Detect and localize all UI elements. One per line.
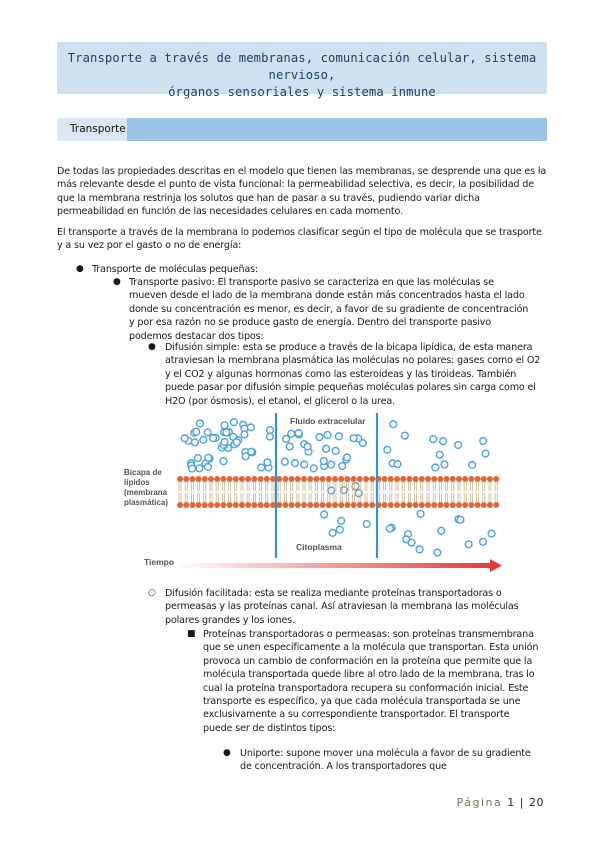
molecule xyxy=(220,458,227,465)
molecule xyxy=(295,430,302,437)
molecule xyxy=(441,461,448,468)
molecule xyxy=(336,433,343,440)
molecule xyxy=(242,453,249,460)
molecule xyxy=(210,435,217,442)
lipid-head xyxy=(468,476,474,482)
lipid-head xyxy=(413,476,419,482)
molecule xyxy=(304,443,311,450)
lipid-head xyxy=(196,502,202,508)
molecule xyxy=(267,433,274,440)
lipid-head xyxy=(233,476,239,482)
label-bilayer-2: lípidos xyxy=(124,478,150,487)
molecule xyxy=(480,538,487,545)
lipid-head xyxy=(431,476,437,482)
lipid-head xyxy=(276,476,282,482)
molecule xyxy=(247,424,254,431)
lipid-head xyxy=(258,502,264,508)
bullet-circle: ○ xyxy=(148,588,156,598)
molecule xyxy=(321,511,328,518)
molecule xyxy=(241,431,248,438)
molecule xyxy=(469,462,476,469)
lipid-head xyxy=(251,476,257,482)
diffusion-figure xyxy=(124,413,504,578)
molecule xyxy=(416,546,423,553)
lipid-head xyxy=(400,502,406,508)
lipid-head xyxy=(419,476,425,482)
section-label: Transporte xyxy=(70,123,126,135)
lipid-head xyxy=(369,502,375,508)
molecule xyxy=(432,464,439,471)
molecule xyxy=(301,461,308,468)
lipid-head xyxy=(475,502,481,508)
lipid-head xyxy=(357,502,363,508)
molecule xyxy=(434,549,441,556)
list-item-small-molecules: Transporte de moléculas pequeñas: xyxy=(92,264,259,275)
molecule xyxy=(288,430,295,437)
lipid-head xyxy=(344,502,350,508)
list-item-simple-diffusion: Difusión simple: esta se produce a través de la bicapa lipídica, de esta manera atraviesan la membrana plasmática las moléculas no polares: gases como el O2 y el CO2 y algunas hormonas como las esteroideas y las tiroideas. También puede pasar por difusión simple pequeñas moléculas polares sin carga como el H2O (por ósmosis), el etanol, el glicerol o la urea. xyxy=(165,342,541,407)
paragraph-classification: El transporte a través de la membrana lo podemos clasificar según el tipo de molécula que se trasporte y a su vez por el gasto o no de energía: xyxy=(57,227,542,252)
lipid-head xyxy=(258,476,264,482)
lipid-head xyxy=(437,502,443,508)
lipid-head xyxy=(189,502,195,508)
lipid-head xyxy=(189,476,195,482)
molecule xyxy=(386,525,393,532)
lipid-head xyxy=(214,502,220,508)
molecule xyxy=(320,458,327,465)
lipid-head xyxy=(456,476,462,482)
lipid-head xyxy=(369,476,375,482)
lipid-head xyxy=(208,502,214,508)
molecule xyxy=(205,454,212,461)
molecule xyxy=(191,439,198,446)
lipid-head xyxy=(295,476,301,482)
label-bilayer-4: plasmática) xyxy=(124,498,169,507)
molecule xyxy=(480,438,487,445)
molecule xyxy=(286,443,293,450)
molecule xyxy=(196,420,203,427)
lipid-head xyxy=(239,502,245,508)
lipid-head xyxy=(326,476,332,482)
molecule xyxy=(205,464,212,471)
molecule xyxy=(258,464,265,471)
molecule xyxy=(352,483,359,490)
molecule xyxy=(339,463,346,470)
extracellular-molecules xyxy=(181,419,489,497)
lipid-bilayer xyxy=(177,476,499,508)
molecule xyxy=(350,435,357,442)
molecule xyxy=(390,421,397,428)
lipid-head xyxy=(177,502,183,508)
molecule xyxy=(221,422,228,429)
lipid-head xyxy=(233,502,239,508)
paragraph-permeability: De todas las propiedades descritas en el modelo que tienen las membranas, se desprende una que es la más relevante desde el punto de vista funcional: la permeabilidad selectiva, es decir, la posibilidad de que la membrana restrinja los solutos que han de pasar a su través, pudiendo variar dicha permeabilidad en función de las necesidades celulares en cada momento. xyxy=(57,166,547,218)
page-word: Página xyxy=(456,796,503,809)
lipid-head xyxy=(301,502,307,508)
lipid-head xyxy=(282,476,288,482)
molecule xyxy=(438,527,445,534)
molecule xyxy=(455,442,462,449)
molecule xyxy=(323,445,330,452)
lipid-head xyxy=(413,502,419,508)
label-bilayer-3: (membrana xyxy=(124,488,168,497)
lipid-head xyxy=(307,476,313,482)
lipid-head xyxy=(481,476,487,482)
lipid-head xyxy=(276,502,282,508)
lipid-head xyxy=(320,502,326,508)
lipid-head xyxy=(419,502,425,508)
lipid-head xyxy=(282,502,288,508)
list-item-passive-transport: Transporte pasivo: El transporte pasivo se caracteriza en que las moléculas se mueven desde el lado de la membrana donde están más concentrados hasta el lado donde su concentración es menor, es decir, a favor de su gradiente de concentración y por esa razón no se produce gasto de energía. Dentro del transporte pasivo podemos destacar dos tipos: xyxy=(129,277,529,342)
molecule xyxy=(204,429,211,436)
molecule xyxy=(316,434,323,441)
lipid-head xyxy=(227,502,233,508)
lipid-head xyxy=(183,476,189,482)
molecule xyxy=(193,428,200,435)
lipid-head xyxy=(425,502,431,508)
lipid-head xyxy=(301,476,307,482)
lipid-head xyxy=(338,502,344,508)
title-line-1: Transporte a través de membranas, comunicación celular, sistema nervioso, xyxy=(67,51,537,82)
lipid-head xyxy=(344,476,350,482)
bullet-dot: ● xyxy=(113,277,121,287)
lipid-head xyxy=(338,476,344,482)
lipid-head xyxy=(444,502,450,508)
lipid-head xyxy=(251,502,257,508)
lipid-head xyxy=(363,502,369,508)
lipid-head xyxy=(245,476,251,482)
molecule xyxy=(408,539,415,546)
lipid-head xyxy=(462,476,468,482)
molecule xyxy=(231,419,238,426)
bullet-square: ■ xyxy=(187,629,196,639)
lipid-head xyxy=(487,476,493,482)
molecule xyxy=(338,517,345,524)
label-bilayer-1: Bicapa de xyxy=(124,468,162,477)
molecule xyxy=(344,454,351,461)
molecule xyxy=(223,429,230,436)
lipid-head xyxy=(475,476,481,482)
lipid-head xyxy=(264,502,270,508)
molecule xyxy=(482,450,489,457)
lipid-head xyxy=(332,476,338,482)
molecule xyxy=(384,446,391,453)
molecule xyxy=(328,461,335,468)
molecule xyxy=(488,530,495,537)
molecule xyxy=(310,465,317,472)
lipid-head xyxy=(437,476,443,482)
lipid-head xyxy=(245,502,251,508)
lipid-head xyxy=(382,502,388,508)
lipid-head xyxy=(289,476,295,482)
lipid-head xyxy=(468,502,474,508)
molecule xyxy=(430,436,437,443)
lipid-head xyxy=(208,476,214,482)
lipid-head xyxy=(313,502,319,508)
lipid-head xyxy=(406,502,412,508)
bullet-dot: ● xyxy=(223,748,231,758)
lipid-head xyxy=(220,476,226,482)
lipid-head xyxy=(177,476,183,482)
molecule xyxy=(181,435,188,442)
lipid-head xyxy=(313,476,319,482)
molecule xyxy=(221,439,228,446)
bullet-dot: ● xyxy=(76,264,84,274)
molecule xyxy=(200,436,207,443)
molecule xyxy=(189,465,196,472)
title-line-2: órganos sensoriales y sistema inmune xyxy=(168,85,436,99)
lipid-head xyxy=(295,502,301,508)
molecule xyxy=(401,432,408,439)
lipid-head xyxy=(196,476,202,482)
lipid-head xyxy=(227,476,233,482)
lipid-head xyxy=(220,502,226,508)
lipid-head xyxy=(462,502,468,508)
lipid-head xyxy=(289,502,295,508)
lipid-head xyxy=(326,502,332,508)
molecule xyxy=(394,461,401,468)
lipid-head xyxy=(214,476,220,482)
lipid-head xyxy=(388,476,394,482)
lipid-head xyxy=(406,476,412,482)
molecule xyxy=(329,529,336,536)
document-title xyxy=(57,50,547,101)
lipid-head xyxy=(450,476,456,482)
lipid-head xyxy=(394,476,400,482)
list-item-uniport: Uniporte: supone mover una molécula a favor de su gradiente de concentración. A los transportadores que xyxy=(240,748,531,773)
page-number: Página 1 | 20 xyxy=(456,796,544,809)
list-item-permeases: Proteínas transportadoras o permeasas: son proteínas transmembrana que se unen específicamente a la molécula que transportan. Esta unión provoca un cambio de conformación en la proteína que permite que la molécula transportada quede libre al otro lado de la membrana, tras lo cual la proteína transportadora recupera su conformación inicial. Este transporte es específico, ya que cada molécula transportada se une exclusivamente a su correspondiente transportador. El transporte puede ser de distintos tipos: xyxy=(203,629,539,734)
molecule xyxy=(292,460,299,467)
label-extracellular: Fluido extracelular xyxy=(290,416,366,426)
lipid-head xyxy=(487,502,493,508)
lipid-head xyxy=(202,476,208,482)
lipid-head xyxy=(351,476,357,482)
lipid-head xyxy=(394,502,400,508)
molecule xyxy=(440,438,447,445)
molecule xyxy=(417,510,424,517)
lipid-head xyxy=(450,502,456,508)
lipid-head xyxy=(363,476,369,482)
lipid-head xyxy=(493,502,499,508)
lipid-head xyxy=(351,502,357,508)
molecule xyxy=(194,455,201,462)
molecule xyxy=(457,516,464,523)
lipid-head xyxy=(332,502,338,508)
lipid-head xyxy=(400,476,406,482)
molecule xyxy=(328,487,335,494)
lipid-head xyxy=(357,476,363,482)
lipid-head xyxy=(382,476,388,482)
page-total: 20 xyxy=(529,796,544,809)
lipid-head xyxy=(481,502,487,508)
label-cytoplasm: Citoplasma xyxy=(296,542,342,552)
lipid-head xyxy=(320,476,326,482)
lipid-head xyxy=(264,476,270,482)
bullet-dot: ● xyxy=(148,342,156,352)
lipid-head xyxy=(202,502,208,508)
molecule xyxy=(336,526,343,533)
molecule xyxy=(363,521,370,528)
molecule xyxy=(436,451,443,458)
label-time: Tiempo xyxy=(144,557,175,567)
lipid-head xyxy=(307,502,313,508)
lipid-head xyxy=(444,476,450,482)
lipid-head xyxy=(493,476,499,482)
list-item-facilitated-diffusion: Difusión facilitada: esta se realiza mediante proteínas transportadoras o permeasas y las proteínas canal. Así atraviesan la membrana las moléculas polares grandes y los iones. xyxy=(165,588,519,626)
cytoplasm-molecules xyxy=(321,510,495,556)
time-arrow xyxy=(174,559,502,572)
molecule xyxy=(267,427,274,434)
lipid-head xyxy=(425,476,431,482)
molecule xyxy=(324,432,331,439)
lipid-head xyxy=(388,502,394,508)
molecule xyxy=(233,439,240,446)
molecule xyxy=(281,458,288,465)
lipid-head xyxy=(456,502,462,508)
molecule xyxy=(264,459,271,466)
page-current: 1 xyxy=(507,796,515,809)
lipid-head xyxy=(431,502,437,508)
molecule xyxy=(465,541,472,548)
molecule xyxy=(332,447,339,454)
section-header-bar xyxy=(57,118,547,141)
lipid-head xyxy=(183,502,189,508)
molecule xyxy=(196,465,203,472)
lipid-head xyxy=(239,476,245,482)
